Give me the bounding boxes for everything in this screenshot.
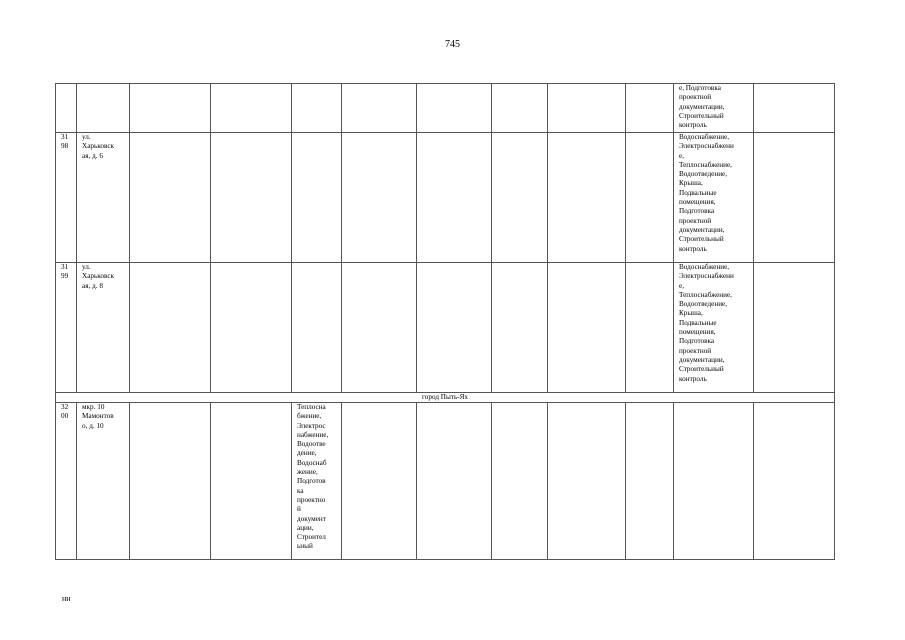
works-list-cell: е, Подготовка проектной документации, Строительный контроль <box>674 84 754 133</box>
empty-cell <box>342 403 417 560</box>
empty-cell <box>754 403 835 560</box>
row-number-cell: 31 99 <box>56 263 77 393</box>
empty-cell <box>754 263 835 393</box>
page-number: 745 <box>445 39 460 50</box>
empty-cell <box>548 133 626 263</box>
empty-cell <box>130 403 211 560</box>
empty-cell <box>417 84 492 133</box>
empty-cell <box>211 403 292 560</box>
works-list-cell: Водоснабжение, Электроснабжени е, Теплоснабжение, Водоотведение, Крыша, Подвальные помещения, Подготовка проектной документации, Строительный контроль <box>674 263 754 393</box>
address-cell <box>77 84 130 133</box>
empty-cell <box>342 263 417 393</box>
empty-cell <box>548 263 626 393</box>
empty-cell <box>130 133 211 263</box>
row-number-cell: 31 98 <box>56 133 77 263</box>
empty-cell <box>754 133 835 263</box>
empty-cell <box>492 84 548 133</box>
address-cell: ул. Харьковск ая, д. 8 <box>77 263 130 393</box>
data-table <box>55 83 835 560</box>
empty-cell <box>626 133 674 263</box>
section-heading: город Пыть-Ях <box>56 393 835 403</box>
section-row <box>56 393 835 403</box>
empty-cell <box>417 133 492 263</box>
works-cell: Теплосна бжение, Электрос набжение, Водоотве дение, Водоснаб жение, Подготов ка проектно й документ ации, Строител ьный <box>292 403 342 560</box>
empty-cell <box>211 84 292 133</box>
footer-mark: нн <box>62 594 71 603</box>
table-row <box>56 403 835 560</box>
empty-cell <box>211 133 292 263</box>
empty-cell <box>342 84 417 133</box>
empty-cell <box>626 403 674 560</box>
works-cell <box>292 263 342 393</box>
empty-cell <box>342 133 417 263</box>
empty-cell <box>492 133 548 263</box>
empty-cell <box>417 263 492 393</box>
empty-cell <box>548 84 626 133</box>
empty-cell <box>492 263 548 393</box>
empty-cell <box>626 263 674 393</box>
empty-cell <box>211 263 292 393</box>
table-row <box>56 84 835 133</box>
table-row <box>56 133 835 263</box>
address-cell: ул. Харьковск ая, д. 6 <box>77 133 130 263</box>
empty-cell <box>754 84 835 133</box>
address-cell: мкр. 10 Мамонтов о, д. 10 <box>77 403 130 560</box>
empty-cell <box>417 403 492 560</box>
row-number-cell <box>56 84 77 133</box>
table-row <box>56 263 835 393</box>
empty-cell <box>548 403 626 560</box>
empty-cell <box>130 263 211 393</box>
works-cell <box>292 133 342 263</box>
empty-cell <box>492 403 548 560</box>
empty-cell <box>626 84 674 133</box>
works-list-cell <box>674 403 754 560</box>
works-list-cell: Водоснабжение, Электроснабжени е, Теплоснабжение, Водоотведение, Крыша, Подвальные помещения, Подготовка проектной документации, Строительный контроль <box>674 133 754 263</box>
row-number-cell: 32 00 <box>56 403 77 560</box>
works-cell <box>292 84 342 133</box>
empty-cell <box>130 84 211 133</box>
